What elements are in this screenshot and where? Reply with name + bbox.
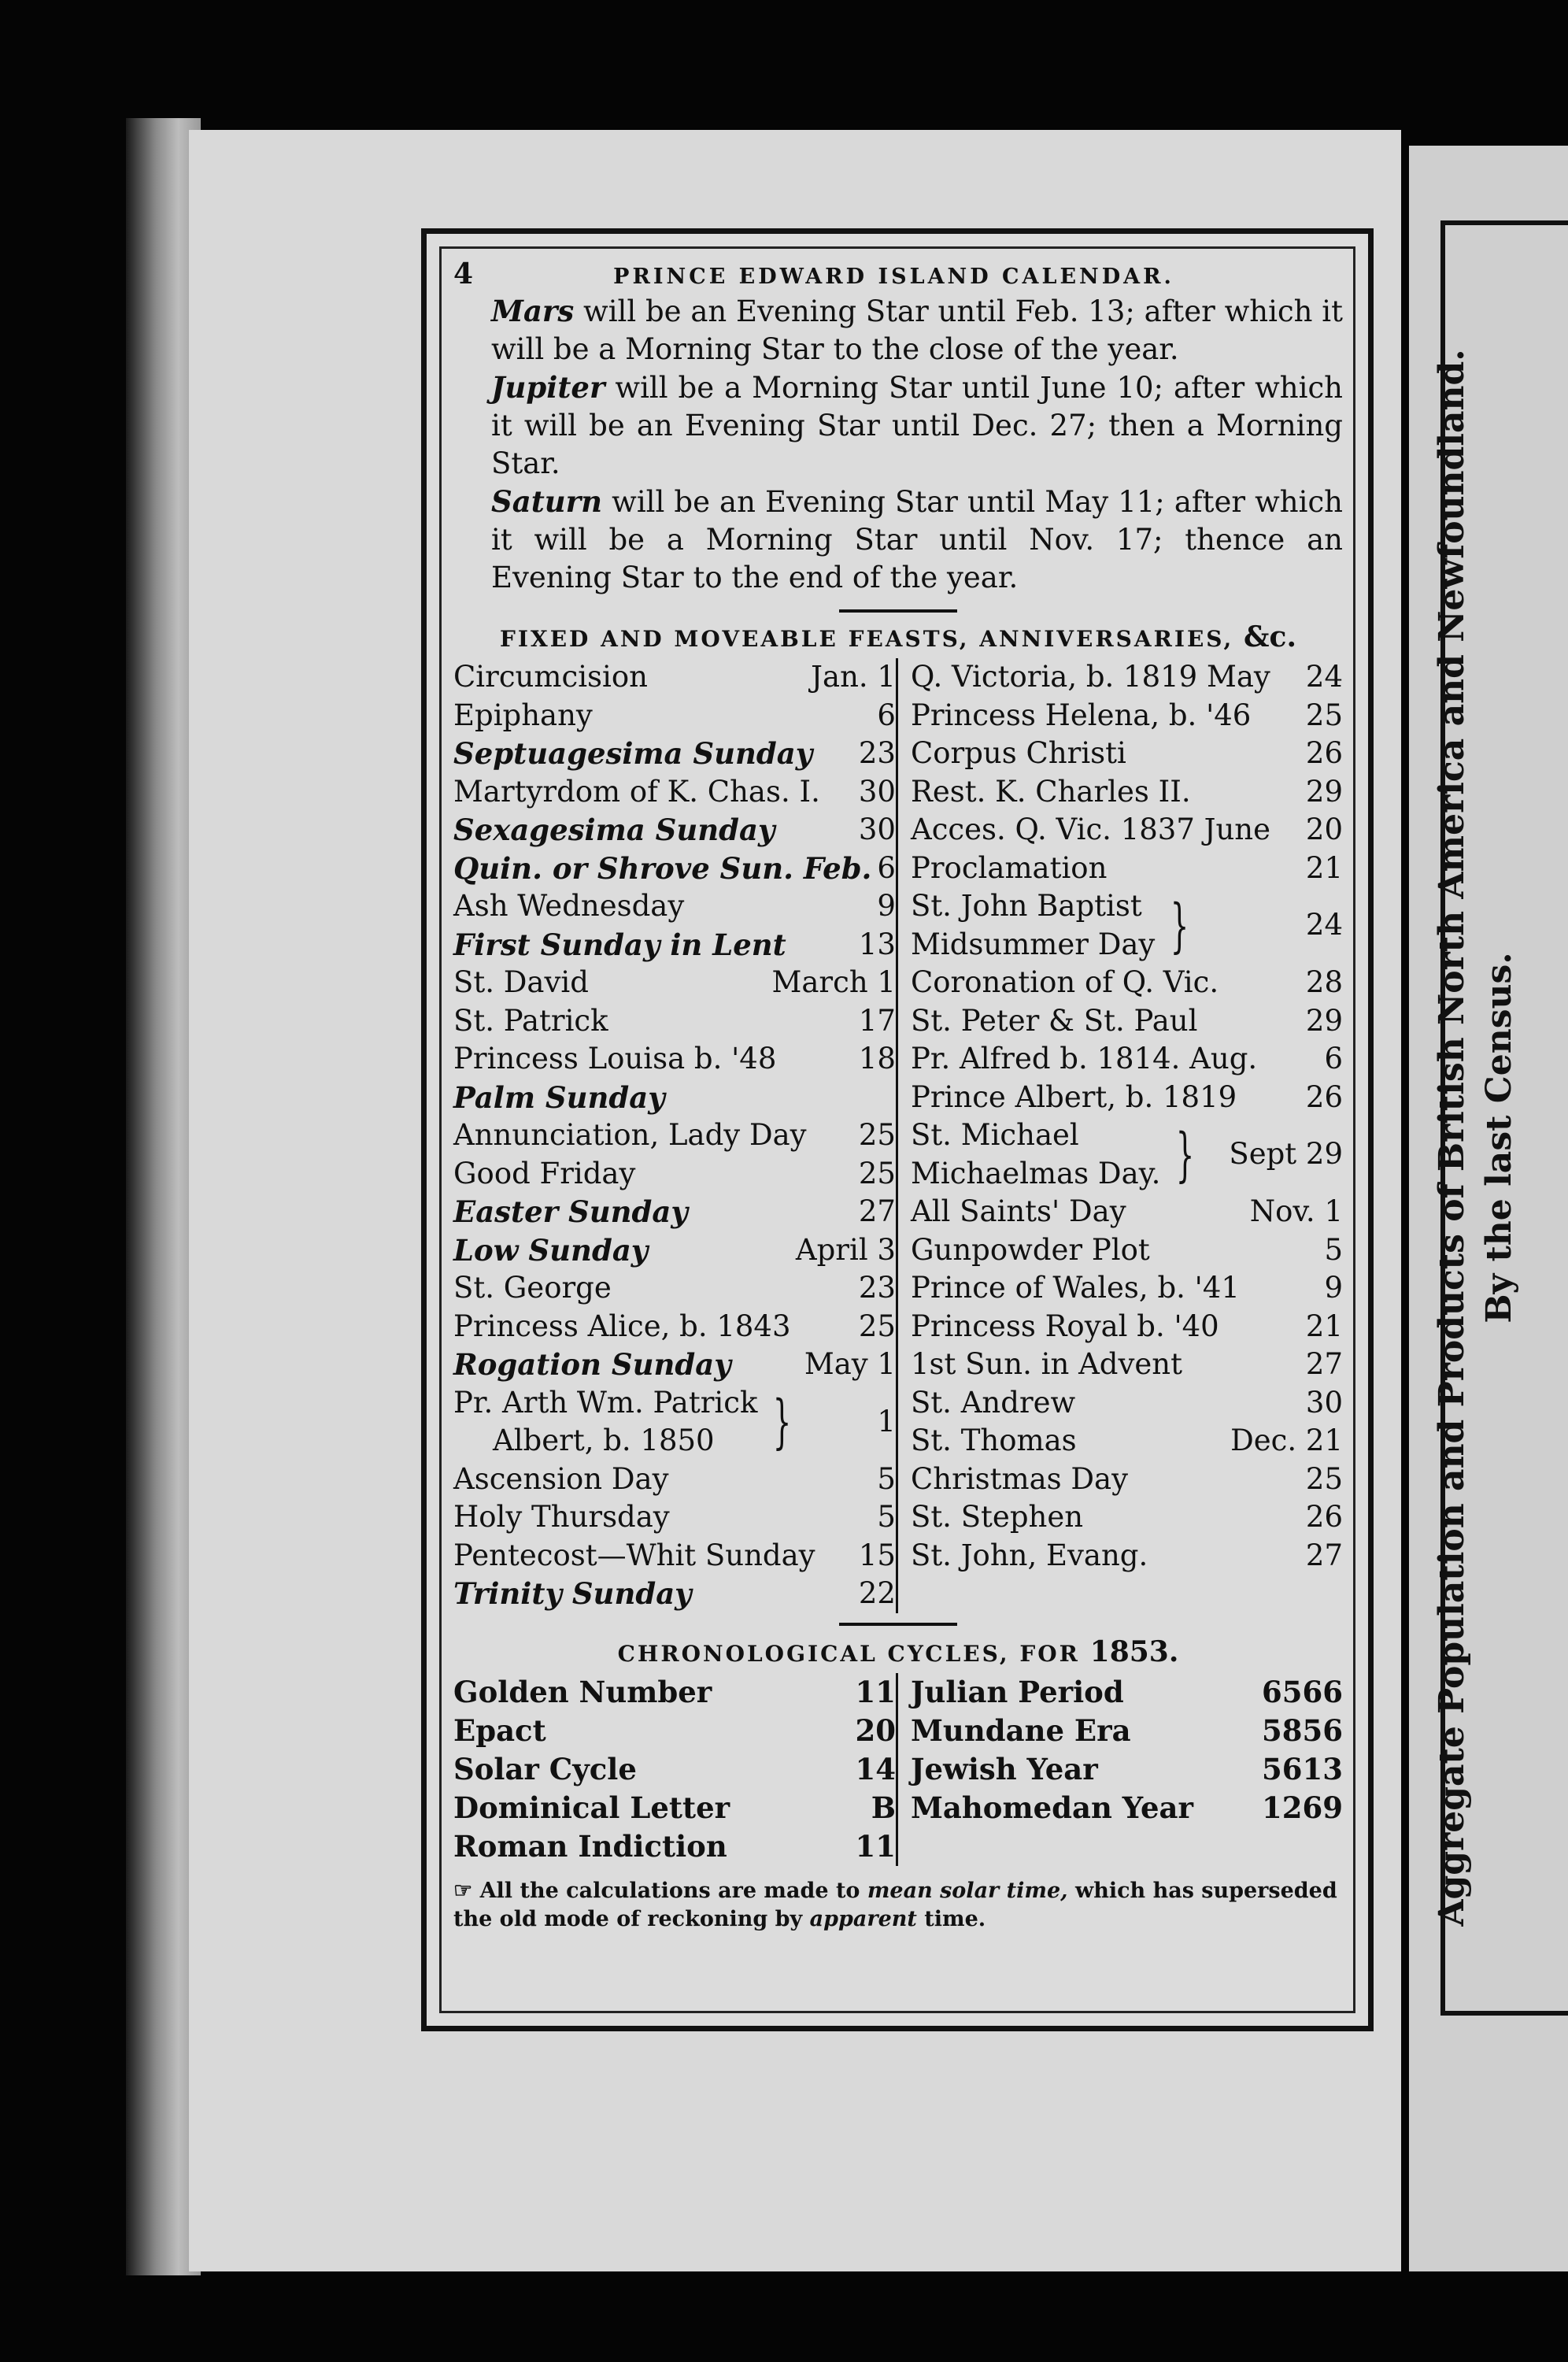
facing-page-heading — [1429, 272, 1523, 2004]
entry-name: Ascension Day — [453, 1461, 669, 1496]
entry-name: Holy Thursday — [453, 1500, 670, 1534]
entry-name: Pr. Arth Wm. Patrick — [453, 1385, 758, 1420]
entry-date: 6566 — [1262, 1674, 1343, 1709]
entry-name: Midsummer Day — [910, 927, 1156, 961]
entry-name: Sexagesima Sunday — [453, 813, 775, 847]
saturn-text: will be an Evening Star until May 11; after which it will be a Morning Star until Nov. 17; thence an Evening Star to the end of the year. — [491, 485, 1343, 594]
table-row — [911, 1384, 1343, 1423]
feasts-heading-etc: &c. — [1244, 620, 1296, 653]
entry-name: Trinity Sunday — [453, 1576, 692, 1611]
entry-name: St. John, Evang. — [910, 1538, 1148, 1572]
entry-name: Easter Sunday — [453, 1194, 688, 1229]
brace-glyph: } — [1176, 1120, 1195, 1189]
entry-date: 26 — [1305, 736, 1343, 770]
table-row — [453, 1461, 896, 1499]
entry-date: 30 — [1305, 1385, 1343, 1420]
table-row — [453, 1750, 896, 1789]
table-row — [453, 1079, 896, 1117]
entry-date: 13 — [858, 927, 896, 961]
mars-text: will be an Evening Star until Feb. 13; after which it will be a Morning Star to the close of the year. — [491, 294, 1343, 366]
entry-date: 25 — [858, 1309, 896, 1343]
table-row — [911, 1789, 1343, 1827]
entry-name: Julian Period — [910, 1674, 1124, 1709]
entry-name: Rest. K. Charles II. — [910, 774, 1191, 809]
entry-date: 6 — [1324, 1042, 1343, 1075]
bracketed-entry — [453, 1384, 896, 1461]
entry-date: Nov. 1 — [1249, 1194, 1343, 1228]
entry-name: Prince Albert, b. 1819 — [910, 1079, 1237, 1114]
entry-date: 9 — [1324, 1271, 1343, 1305]
entry-date: 5856 — [1262, 1712, 1343, 1748]
entry-date: 22 — [858, 1576, 896, 1610]
table-row — [453, 735, 896, 773]
entry-date: 23 — [858, 736, 896, 770]
entry-name: St. Michael — [910, 1118, 1079, 1152]
entry-date: 15 — [858, 1538, 896, 1572]
table-row — [911, 735, 1343, 773]
jupiter-name: Jupiter — [491, 370, 605, 405]
table-row — [453, 887, 896, 926]
entry-name: Princess Helena, b. '46 — [910, 698, 1252, 732]
running-header — [453, 257, 1343, 292]
table-row — [453, 964, 896, 1002]
table-row — [911, 1673, 1343, 1712]
entry-name: 1st Sun. in Advent — [910, 1347, 1182, 1381]
table-row — [911, 1750, 1343, 1789]
chrono-heading — [453, 1635, 1343, 1668]
entry-date: 30 — [858, 813, 896, 846]
chrono-left-column — [453, 1673, 896, 1866]
entry-date: May 1 — [804, 1347, 896, 1381]
table-row — [911, 1308, 1343, 1346]
table-row — [453, 697, 896, 735]
entry-date: B — [871, 1790, 896, 1825]
feasts-heading — [453, 620, 1343, 653]
entry-date: 14 — [855, 1751, 896, 1786]
table-row — [911, 658, 1343, 697]
entry-date: 11 — [855, 1674, 896, 1709]
entry-date: 9 — [877, 889, 896, 923]
entry-name: Circumcision — [453, 660, 648, 694]
entry-name: Princess Royal b. '40 — [910, 1309, 1219, 1343]
table-row — [911, 1269, 1343, 1308]
entry-name: Epact — [453, 1712, 546, 1748]
table-row — [911, 1422, 1343, 1461]
entry-date: 5613 — [1262, 1751, 1343, 1786]
table-row — [453, 1537, 896, 1575]
entry-date: 1 — [877, 1404, 896, 1438]
section-divider-2 — [839, 1623, 957, 1626]
entry-name: Christmas Day — [910, 1461, 1129, 1496]
mars-name: Mars — [491, 294, 575, 328]
table-row — [453, 1673, 896, 1712]
entry-name: Dominical Letter — [453, 1790, 730, 1825]
table-row — [453, 1308, 896, 1346]
facing-page-subtitle: By the last Census. — [1479, 952, 1519, 1324]
entry-name: St. George — [453, 1271, 612, 1305]
table-row — [911, 1498, 1343, 1537]
entry-name: Pentecost—Whit Sunday — [453, 1538, 815, 1572]
table-row — [911, 1193, 1343, 1231]
table-row — [453, 850, 896, 888]
entry-date: 26 — [1305, 1500, 1343, 1534]
table-row — [911, 1002, 1343, 1041]
table-row — [911, 1231, 1343, 1270]
table-row — [453, 1712, 896, 1750]
entry-date: 20 — [1305, 813, 1343, 846]
entry-name: Rogation Sunday — [453, 1347, 731, 1382]
entry-date: 5 — [1324, 1232, 1343, 1267]
saturn-name: Saturn — [491, 484, 603, 519]
chrono-right-column — [896, 1673, 1343, 1866]
entry-date: 29 — [1305, 1003, 1343, 1038]
table-row — [453, 1040, 896, 1079]
feasts-heading-main: FIXED AND MOVEABLE FEASTS, ANNIVERSARIES, — [500, 626, 1244, 652]
table-row — [911, 964, 1343, 1002]
chrono-table — [453, 1673, 1343, 1866]
table-row — [911, 811, 1343, 850]
jupiter-paragraph — [453, 368, 1343, 483]
section-divider — [839, 609, 957, 613]
entry-date: Sept 29 — [1229, 1137, 1343, 1172]
entry-name: Princess Louisa b. '48 — [453, 1042, 777, 1075]
footnote-mid: which has superseded the old mode of reckoning by — [453, 1878, 1337, 1931]
entry-name: St. Peter & St. Paul — [910, 1003, 1198, 1038]
entry-name: Solar Cycle — [453, 1751, 637, 1786]
entry-name: Quin. or Shrove Sun. Feb. — [453, 850, 872, 886]
entry-name: Jewish Year — [910, 1751, 1098, 1786]
table-row — [453, 1346, 896, 1384]
feasts-left-column — [453, 658, 896, 1613]
planets-section — [453, 292, 1343, 597]
entry-date: March 1 — [771, 965, 896, 999]
feasts-right-column — [896, 658, 1343, 1613]
table-row — [453, 1231, 896, 1270]
entry-date: 25 — [858, 1118, 896, 1152]
entry-date: Dec. 21 — [1230, 1423, 1343, 1457]
calendar-content — [453, 257, 1343, 1934]
table-row — [911, 1346, 1343, 1384]
entry-name: Albert, b. 1850 — [493, 1423, 715, 1457]
entry-name: All Saints' Day — [910, 1194, 1126, 1228]
table-row — [911, 1461, 1343, 1499]
entry-date: 1269 — [1262, 1790, 1343, 1825]
footnote-em1: mean solar time, — [867, 1878, 1068, 1903]
table-row — [911, 1712, 1343, 1750]
footnote — [453, 1877, 1343, 1934]
mars-paragraph — [453, 292, 1343, 368]
table-row — [453, 1116, 896, 1155]
page-title: PRINCE EDWARD ISLAND CALENDAR. — [613, 265, 1174, 289]
entry-date: 29 — [1305, 774, 1343, 809]
entry-name: St. Thomas — [910, 1423, 1077, 1457]
entry-date: 27 — [1305, 1347, 1343, 1381]
calendar-frame — [421, 228, 1374, 2031]
table-row — [911, 1040, 1343, 1079]
entry-name: St. David — [453, 965, 589, 999]
table-row — [453, 1193, 896, 1231]
entry-name: Golden Number — [453, 1674, 712, 1709]
table-row — [911, 773, 1343, 812]
footnote-prefix: ☞ All the calculations are made to — [453, 1878, 867, 1903]
entry-name: Ash Wednesday — [453, 889, 685, 923]
entry-date: 25 — [1305, 1461, 1343, 1496]
entry-date: 27 — [858, 1194, 896, 1228]
saturn-paragraph — [453, 483, 1343, 597]
entry-name: Septuagesima Sunday — [453, 736, 813, 771]
entry-name: Corpus Christi — [910, 736, 1126, 770]
entry-date: 24 — [1305, 660, 1343, 694]
entry-name: Palm Sunday — [453, 1079, 665, 1115]
entry-date: 25 — [1305, 698, 1343, 732]
entry-name: Pr. Alfred b. 1814. Aug. — [910, 1042, 1258, 1075]
feasts-table — [453, 658, 1343, 1613]
table-row — [911, 1537, 1343, 1575]
brace-glyph: } — [1170, 891, 1189, 960]
entry-name: Gunpowder Plot — [910, 1232, 1150, 1267]
facing-page-title: Aggregate Population and Products of British North America and Newfoundland. — [1432, 349, 1472, 1927]
chrono-heading-year: 1853. — [1089, 1635, 1179, 1668]
entry-name: Coronation of Q. Vic. — [910, 965, 1219, 999]
entry-name: Acces. Q. Vic. 1837 June — [910, 813, 1271, 846]
table-row — [911, 697, 1343, 735]
entry-date: April 3 — [795, 1232, 896, 1267]
table-row — [911, 1079, 1343, 1117]
bracketed-entry — [911, 887, 1343, 964]
table-row — [453, 1789, 896, 1827]
entry-date: 11 — [855, 1828, 896, 1864]
entry-date: 18 — [858, 1042, 896, 1075]
entry-name: Martyrdom of K. Chas. I. — [453, 774, 820, 809]
entry-name: First Sunday in Lent — [453, 927, 786, 962]
entry-date: Jan. 1 — [811, 660, 896, 694]
entry-name: Prince of Wales, b. '41 — [910, 1271, 1240, 1305]
bracketed-entry — [911, 1116, 1343, 1193]
entry-name: Michaelmas Day. — [910, 1156, 1161, 1190]
entry-date: 6 — [877, 698, 896, 732]
table-row — [453, 811, 896, 850]
entry-name: Princess Alice, b. 1843 — [453, 1309, 791, 1343]
entry-date: 24 — [1305, 908, 1343, 942]
entry-name: St. Andrew — [910, 1385, 1076, 1420]
entry-date: 30 — [858, 774, 896, 809]
entry-date: 6 — [877, 850, 896, 885]
table-row — [453, 1498, 896, 1537]
entry-date: 25 — [858, 1156, 896, 1190]
entry-name: Mahomedan Year — [910, 1790, 1194, 1825]
entry-date: 5 — [877, 1461, 896, 1496]
table-row — [453, 926, 896, 964]
entry-name: Mundane Era — [910, 1712, 1131, 1748]
entry-name: Low Sunday — [453, 1232, 649, 1268]
entry-date: 26 — [1305, 1079, 1343, 1114]
entry-date: 20 — [855, 1712, 896, 1748]
table-row — [453, 1269, 896, 1308]
entry-date: 27 — [1305, 1538, 1343, 1572]
entry-date: 21 — [1305, 1309, 1343, 1343]
table-row — [453, 773, 896, 812]
table-row — [453, 1575, 896, 1613]
footnote-suffix: time. — [916, 1906, 986, 1931]
entry-date: 5 — [877, 1500, 896, 1534]
table-row — [453, 1827, 896, 1866]
table-row — [453, 1002, 896, 1041]
footnote-em2: apparent — [809, 1906, 917, 1931]
brace-glyph: } — [773, 1388, 792, 1456]
table-row — [453, 1155, 896, 1194]
chrono-heading-main: CHRONOLOGICAL CYCLES, FOR — [617, 1640, 1090, 1667]
entry-name: Annunciation, Lady Day — [453, 1118, 807, 1152]
entry-date: 23 — [858, 1271, 896, 1305]
table-row — [453, 658, 896, 697]
entry-name: Roman Indiction — [453, 1828, 727, 1864]
entry-name: Good Friday — [453, 1156, 636, 1190]
entry-name: Proclamation — [910, 850, 1108, 885]
entry-name: Epiphany — [453, 698, 593, 732]
jupiter-text: will be a Morning Star until June 10; after which it will be an Evening Star until Dec. 27; then a Morning Star. — [491, 371, 1343, 480]
entry-name: Q. Victoria, b. 1819 May — [910, 660, 1270, 694]
table-row — [911, 850, 1343, 888]
entry-name: St. Stephen — [910, 1500, 1084, 1534]
entry-date: 21 — [1305, 850, 1343, 885]
entry-name: St. John Baptist — [910, 889, 1142, 923]
entry-date: 17 — [858, 1003, 896, 1038]
entry-name: St. Patrick — [453, 1003, 608, 1038]
page-number: 4 — [453, 257, 474, 291]
entry-date: 28 — [1305, 965, 1343, 999]
